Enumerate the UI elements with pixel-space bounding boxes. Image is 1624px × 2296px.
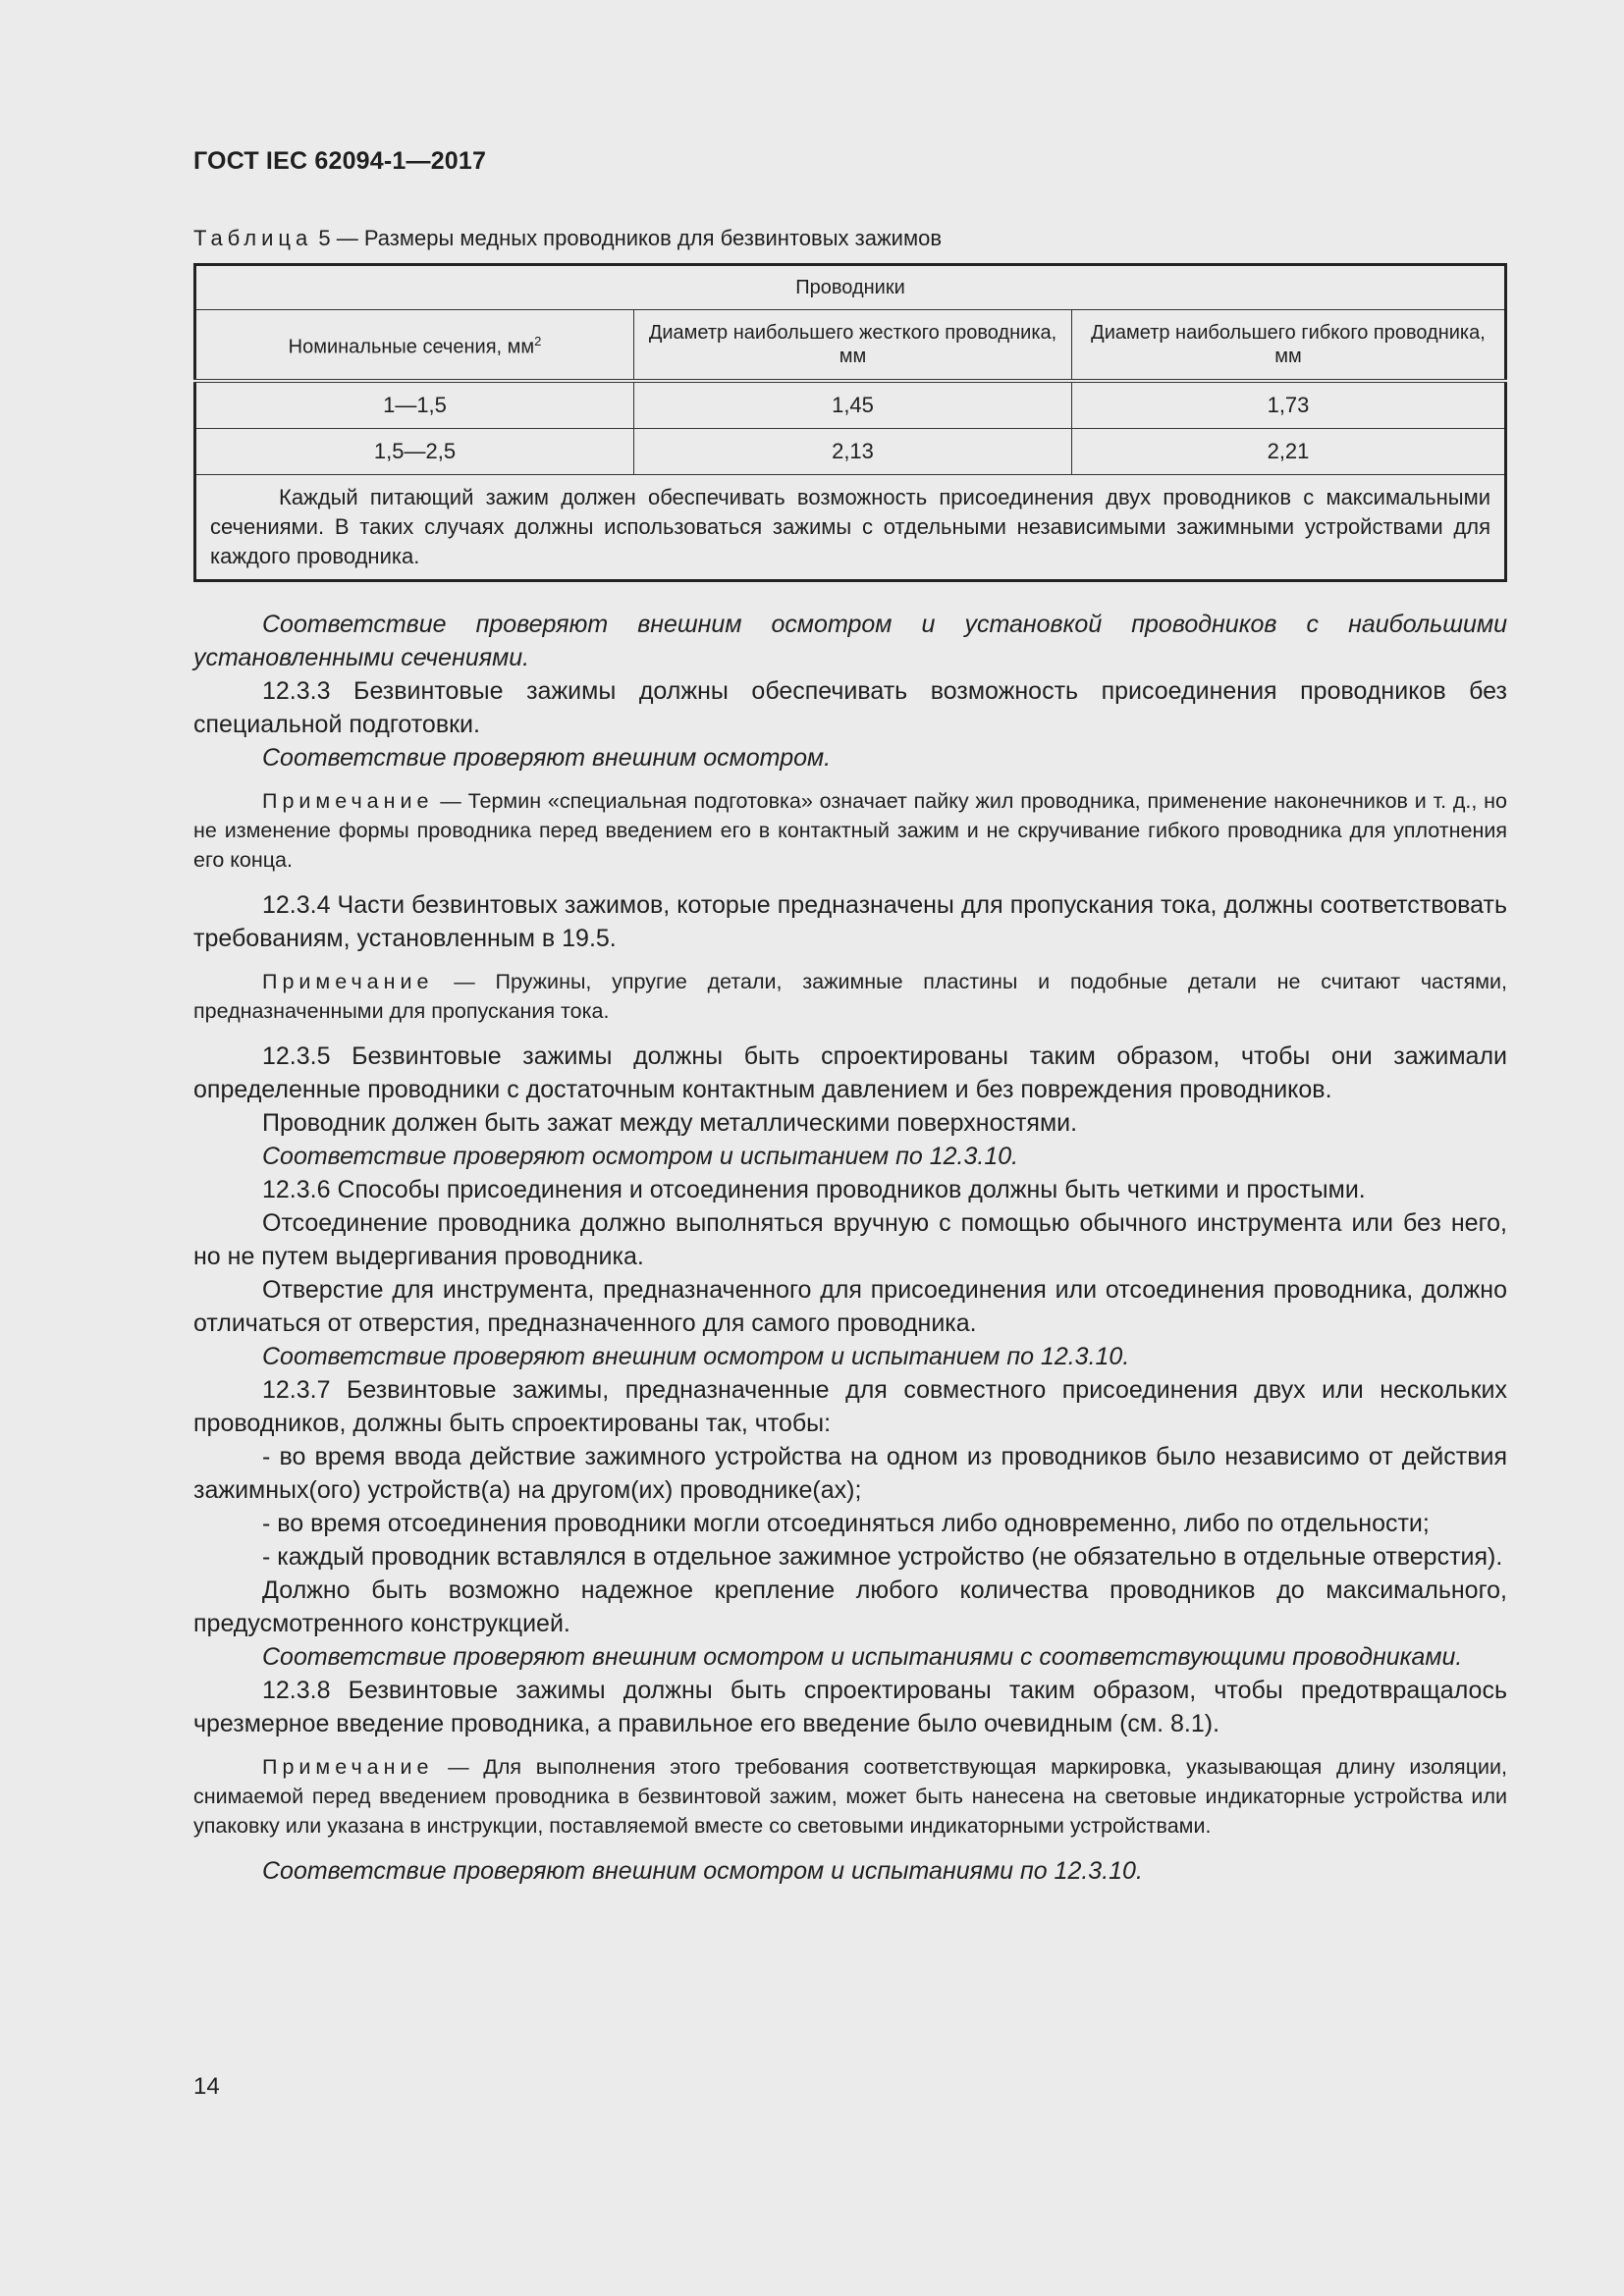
- paragraph-compliance: Соответствие проверяют внешним осмотром.: [262, 744, 832, 772]
- list-item: - каждый проводник вставлялся в отдельное зажимное устройство (не обязательно в отдельные отверстия).: [262, 1543, 1503, 1571]
- paragraph-text: Отверстие для инструмента, предназначенного для присоединения или отсоединения проводника, должно отличаться от отверстия, предназначенного для самого проводника.: [193, 1276, 1507, 1337]
- paragraph-compliance: Соответствие проверяют осмотром и испытанием по 12.3.10.: [262, 1143, 1019, 1170]
- document-header: ГОСТ IEC 62094-1—2017: [193, 147, 487, 175]
- table-row: [195, 381, 1506, 429]
- table-caption-label: Таблица: [193, 226, 313, 250]
- note-paragraph: [193, 1752, 1507, 1841]
- note-label: Примечание: [262, 789, 434, 813]
- table-cell: 2,13: [634, 429, 1072, 475]
- paragraph-12-3-7: 12.3.7 Безвинтовые зажимы, предназначенные для совместного присоединения двух или нескольких проводников, должны быть спроектированы так, чтобы:: [193, 1376, 1507, 1437]
- column-header-rigid-diameter: Диаметр наибольшего жесткого проводника, мм: [634, 310, 1072, 382]
- paragraph-compliance: Соответствие проверяют внешним осмотром и испытанием по 12.3.10.: [262, 1343, 1130, 1370]
- paragraph-12-3-6: 12.3.6 Способы присоединения и отсоединения проводников должны быть четкими и простыми.: [262, 1176, 1366, 1203]
- paragraph-compliance: Соответствие проверяют внешним осмотром и испытаниями по 12.3.10.: [262, 1857, 1143, 1885]
- column-header-cross-section: [195, 310, 634, 382]
- table-cell: 1,73: [1072, 381, 1506, 429]
- note-label: Примечание: [262, 970, 434, 993]
- paragraph-12-3-3: 12.3.3 Безвинтовые зажимы должны обеспечивать возможность присоединения проводников без специальной подготовки.: [193, 677, 1507, 738]
- list-item: - во время отсоединения проводники могли отсоединяться либо одновременно, либо по отдельности;: [262, 1510, 1430, 1537]
- paragraph-12-3-4: 12.3.4 Части безвинтовых зажимов, которые предназначены для пропускания тока, должны соответствовать требованиям, установленным в 19.5.: [193, 891, 1507, 952]
- table-cell: 1—1,5: [195, 381, 634, 429]
- table-row: [195, 429, 1506, 475]
- paragraph-text: Проводник должен быть зажат между металлическими поверхностями.: [262, 1109, 1078, 1137]
- note-paragraph: [193, 786, 1507, 875]
- table-caption-text: 5 — Размеры медных проводников для безвинтовых зажимов: [318, 226, 943, 250]
- note-text: — Для выполнения этого требования соответствующая маркировка, указывающая длину изоляции, снимаемой перед введением проводника в безвинтовой зажим, может быть нанесена на световые индикаторные устройства или упаковку или указана в инструкции, поставляемой вместе со световыми индикаторными устройствами.: [193, 1755, 1507, 1838]
- table-group-header: Проводники: [195, 265, 1506, 310]
- conductor-size-table: [193, 263, 1507, 582]
- paragraph-text: Должно быть возможно надежное крепление любого количества проводников до максимального, предусмотренного конструкцией.: [193, 1576, 1507, 1637]
- document-body: [193, 608, 1507, 1888]
- table-caption: [193, 226, 1507, 259]
- note-text: — Пружины, упругие детали, зажимные пластины и подобные детали не считают частями, предназначенными для пропускания тока.: [193, 970, 1507, 1023]
- page-number: 14: [193, 2073, 220, 2100]
- table-cell: 2,21: [1072, 429, 1506, 475]
- table-footnote: Каждый питающий зажим должен обеспечивать возможность присоединения двух проводников с максимальными сечениями. В таких случаях должны использоваться зажимы с отдельными независимыми зажимными устройствами для каждого проводника.: [195, 475, 1506, 581]
- list-item: - во время ввода действие зажимного устройства на одном из проводников было независимо от действия зажимных(ого) устройств(а) на другом(их) проводнике(ах);: [193, 1443, 1507, 1504]
- paragraph-12-3-8: 12.3.8 Безвинтовые зажимы должны быть спроектированы таким образом, чтобы предотвращалось чрезмерное введение проводника, а правильное его введение было очевидным (см. 8.1).: [193, 1677, 1507, 1737]
- paragraph-text: Отсоединение проводника должно выполняться вручную с помощью обычного инструмента или без него, но не путем выдергивания проводника.: [193, 1209, 1507, 1270]
- column-header-cross-section-text: Номинальные сечения, мм: [288, 336, 535, 358]
- column-header-superscript: 2: [534, 334, 542, 349]
- paragraph-compliance: Соответствие проверяют внешним осмотром и установкой проводников с наибольшими установленными сечениями.: [193, 611, 1507, 671]
- document-page: [193, 147, 1507, 1888]
- paragraph-compliance: Соответствие проверяют внешним осмотром и испытаниями с соответствующими проводниками.: [262, 1643, 1463, 1671]
- table-cell: 1,45: [634, 381, 1072, 429]
- note-text: — Термин «специальная подготовка» означает пайку жил проводника, применение наконечников и т. д., но не изменение формы проводника перед введением его в контактный зажим и не скручивание гибкого проводника для уплотнения его конца.: [193, 789, 1507, 872]
- table-cell: 1,5—2,5: [195, 429, 634, 475]
- paragraph-12-3-5: 12.3.5 Безвинтовые зажимы должны быть спроектированы таким образом, чтобы они зажимали определенные проводники с достаточным контактным давлением и без повреждения проводников.: [193, 1042, 1507, 1103]
- column-header-flexible-diameter: Диаметр наибольшего гибкого проводника, мм: [1072, 310, 1506, 382]
- note-label: Примечание: [262, 1755, 434, 1779]
- note-paragraph: [193, 967, 1507, 1026]
